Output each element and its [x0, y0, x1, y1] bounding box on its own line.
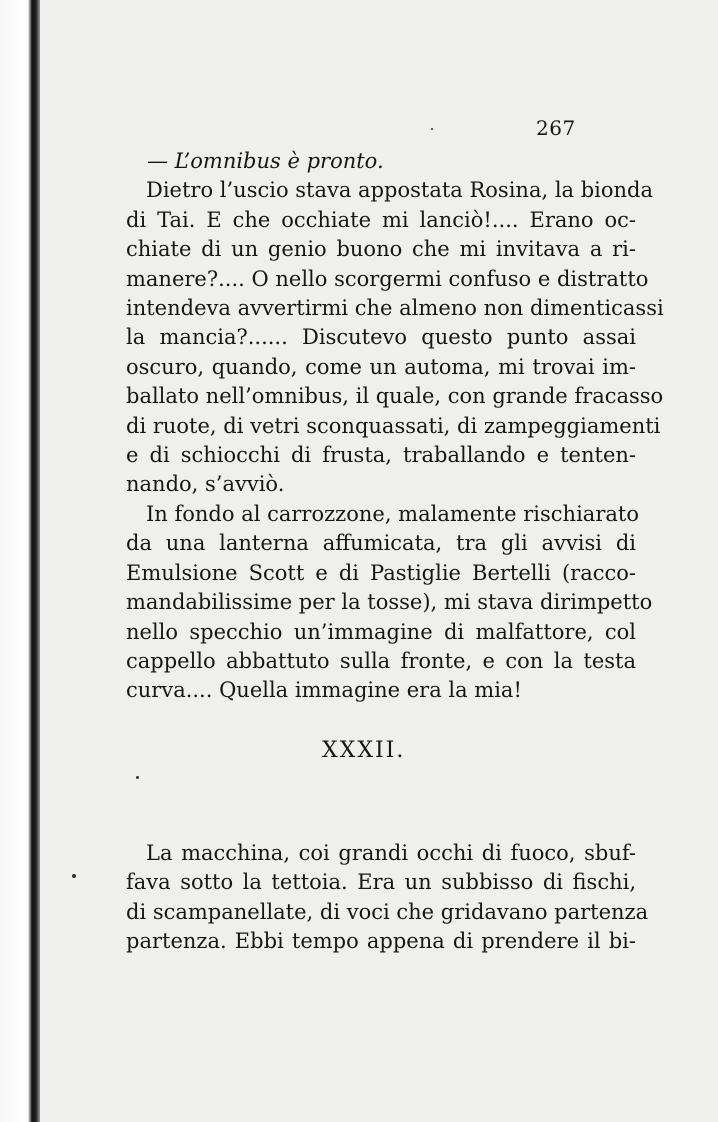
paper-speck [136, 776, 139, 779]
text-line: In fondo al carrozzone, malamente rischiarato [146, 501, 639, 526]
text-line: oscuro, quando, come un automa, mi trovai im- [126, 354, 636, 379]
dialogue-line: — L’omnibus è pronto. [147, 149, 384, 173]
chapter-text [126, 839, 649, 957]
chapter-heading: XXXII. [322, 738, 406, 763]
text-line: chiate di un genio buono che mi invitava a ri- [126, 237, 636, 262]
text-line: ballato nell’omnibus, il quale, con grande fracasso [126, 384, 664, 409]
text-line: La macchina, coi grandi occhi di fuoco, sbuf- [146, 841, 636, 865]
text-line: la mancia?...... Discutevo questo punto assai [126, 325, 636, 350]
paper-speck [431, 128, 433, 130]
text-line: curva.... Quella immagine era la mia! [126, 678, 522, 703]
text-line: cappello abbattuto sulla fronte, e con la testa [126, 648, 636, 673]
paper-speck [72, 874, 76, 878]
text-line: mandabilissime per la tosse), mi stava dirimpetto [126, 590, 653, 615]
text-line: di ruote, di vetri sconquassati, di zampeggiamenti [126, 413, 661, 438]
text-line: nello specchio un’immagine di malfattore, col [126, 619, 636, 644]
text-line: Dietro l’uscio stava appostata Rosina, la bionda [146, 178, 654, 203]
text-line: nando, s’avviò. [126, 472, 285, 497]
text-line: di Tai. E che occhiate mi lanciò!.... Erano oc- [126, 207, 636, 232]
page-number: 267 [536, 116, 576, 140]
text-line: da una lanterna affumicata, tra gli avvisi di [126, 531, 636, 556]
text-line: Emulsione Scott e di Pastiglie Bertelli (racco- [126, 560, 636, 585]
text-line: partenza. Ebbi tempo appena di prendere il bi- [126, 929, 636, 954]
book-page [40, 0, 718, 1122]
text-line: manere?.... O nello scorgermi confuso e distratto [126, 266, 649, 291]
text-line: intendeva avvertirmi che almeno non dimenticassi [126, 296, 664, 321]
text-line: fava sotto la tettoia. Era un subbisso di fischi, [126, 870, 636, 895]
first-section [126, 147, 664, 706]
text-line: di scampanellate, di voci che gridavano partenza [126, 899, 649, 924]
text-line: e di schiocchi di frusta, traballando e tenten- [126, 443, 636, 468]
book-gutter [0, 0, 40, 1122]
